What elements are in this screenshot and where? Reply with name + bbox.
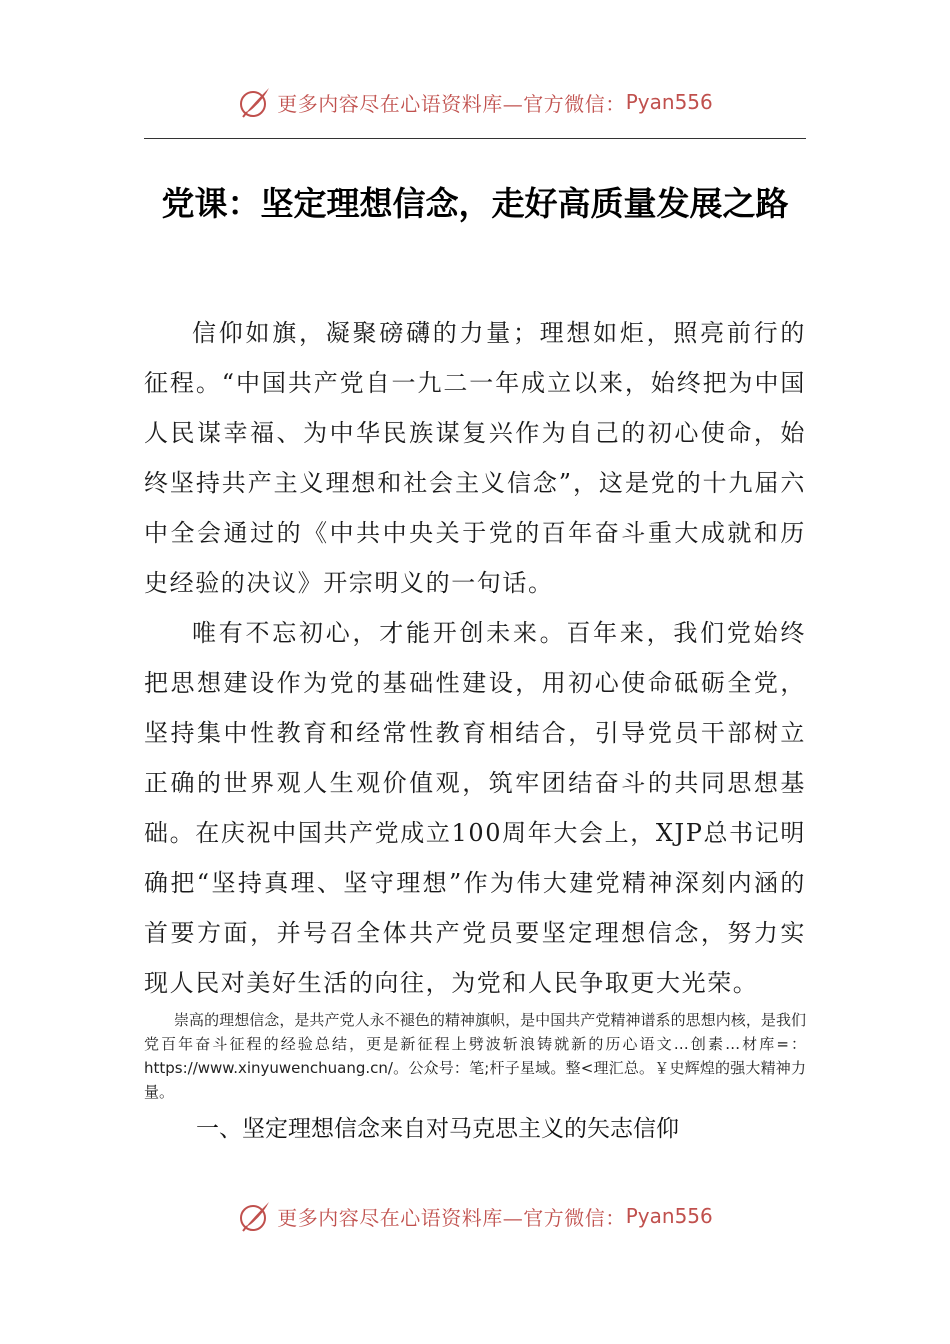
section-heading: 一、坚定理想信念来自对马克思主义的矢志信仰 — [196, 1116, 679, 1142]
banner-text: 更多内容尽在心语资料库—官方微信： — [277, 91, 626, 116]
body-paragraph-2: 唯有不忘初心，才能开创未来。百年来，我们党始终把思想建设作为党的基础性建设，用初心使命砥砺全党，坚持集中性教育和经常性教育相结合，引导党员干部树立正确的世界观人生观价值观，筑牢团结奋斗的共同思想基础。在庆祝中国共产党成立100周年大会上，XJP总书记明确把“坚持真理、坚守理想”作为伟大建党精神深刻内涵的首要方面，并号召全体共产党员要坚定理想信念，努力实现人民对美好生活的向往，为党和人民争取更大光荣。 — [144, 619, 806, 997]
document-title: 党课：坚定理想信念，走好高质量发展之路 — [161, 184, 789, 223]
banner-wechat-handle: Pyan556 — [625, 1204, 713, 1228]
quill-pen-logo-icon — [237, 84, 273, 120]
header-banner — [0, 80, 950, 124]
body-paragraph-small: 崇高的理想信念，是共产党人永不褪色的精神旗帜，是中国共产党精神谱系的思想内核，是我们党百年奋斗征程的经验总结，更是新征程上劈波斩浪铸就新的历心语文…创素…材库=：https://www.xinyuwenchuang.cn/。公众号：笔;杆子星域。整<理汇总。￥史辉煌的强大精神力量。 — [144, 1011, 806, 1101]
header-divider — [144, 138, 806, 139]
footer-banner — [0, 1194, 950, 1238]
quill-pen-logo-icon — [237, 1198, 273, 1234]
banner-wechat-handle: Pyan556 — [625, 90, 713, 114]
document-body — [144, 308, 806, 1104]
banner-text: 更多内容尽在心语资料库—官方微信： — [277, 1205, 626, 1230]
body-paragraph-1: 信仰如旗，凝聚磅礴的力量；理想如炬，照亮前行的征程。“中国共产党自一九二一年成立以来，始终把为中国人民谋幸福、为中华民族谋复兴作为自己的初心使命，始终坚持共产主义理想和社会主义信念”，这是党的十九届六中全会通过的《中共中央关于党的百年奋斗重大成就和历史经验的决议》开宗明义的一句话。 — [144, 319, 806, 597]
